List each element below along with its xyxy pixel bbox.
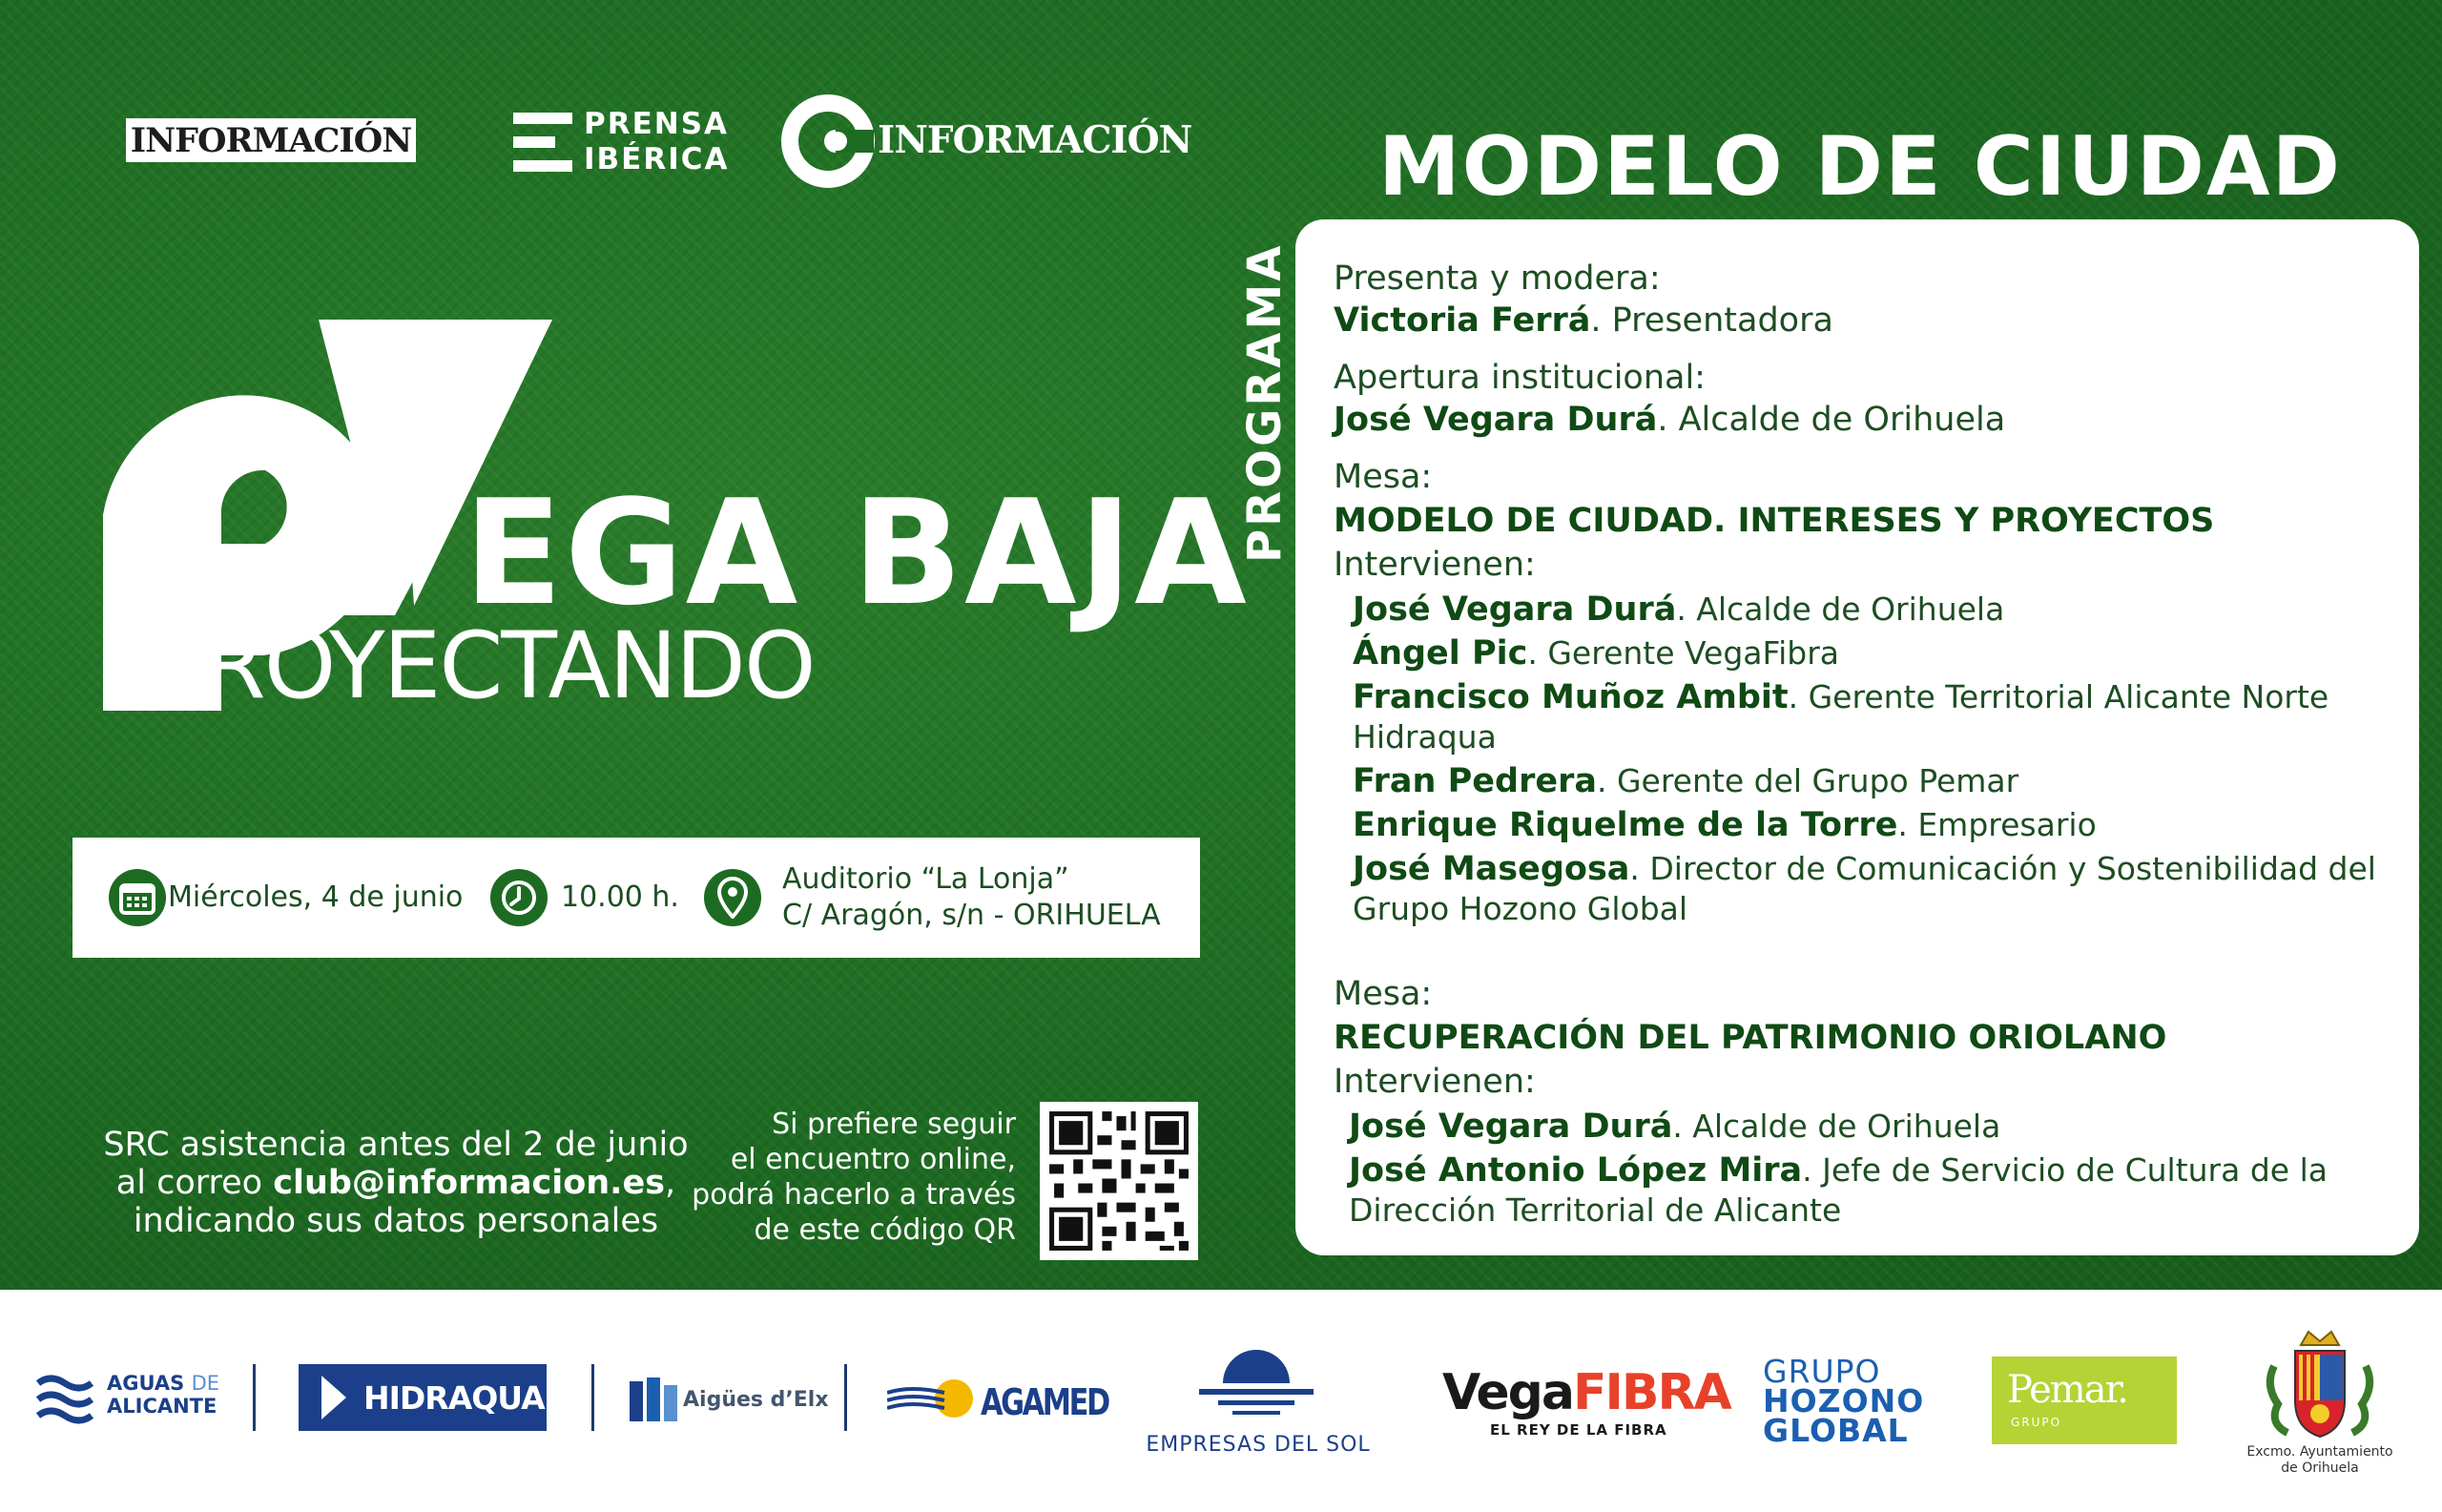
mesa1-speaker xyxy=(1353,677,2328,717)
speaker-name: José Vegara Durá xyxy=(1353,590,1677,629)
rsvp-suffix: , xyxy=(665,1164,676,1202)
divider xyxy=(591,1364,594,1431)
location-pin-icon xyxy=(704,869,761,926)
mesa1-speaker xyxy=(1353,633,1839,673)
informacion-logo-2: INFORMACIÓN xyxy=(878,118,1192,162)
mesa2-speaker xyxy=(1349,1150,2328,1191)
speaker-role: . Gerente VegaFibra xyxy=(1527,634,1839,672)
apertura-role: . Alcalde de Orihuela xyxy=(1657,401,2006,439)
alicante-label: ALICANTE xyxy=(107,1395,217,1418)
speaker-name: Francisco Muñoz Ambit xyxy=(1353,678,1789,716)
speaker-role: . Gerente Territorial Alicante Norte xyxy=(1788,678,2329,715)
hozono-grupo-label: GRUPO xyxy=(1763,1353,1881,1390)
vega-baja-title: EGA BAJA xyxy=(464,468,1249,637)
aguas-de-alicante-waves-icon xyxy=(36,1374,93,1425)
orihuela-coat-of-arms-icon xyxy=(2265,1328,2375,1440)
program-title: MODELO DE CIUDAD xyxy=(1378,119,2342,215)
program-card xyxy=(1295,219,2419,1255)
speaker-name: José Antonio López Mira xyxy=(1349,1151,1803,1190)
mesa2-speaker xyxy=(1349,1107,2000,1147)
speaker-name: José Vegara Durá xyxy=(1349,1108,1673,1146)
mesa2-title: RECUPERACIÓN DEL PATRIMONIO ORIOLANO xyxy=(1334,1019,2167,1057)
mesa1-intervienen: Intervienen: xyxy=(1334,546,1536,584)
orihuela-ayuntamiento-logo xyxy=(2228,1444,2411,1477)
fibra-label: FIBRA xyxy=(1572,1364,1730,1421)
event-time: 10.00 h. xyxy=(561,880,679,914)
mesa1-title: MODELO DE CIUDAD. INTERESES Y PROYECTOS xyxy=(1334,502,2215,540)
mesa2-intervienen: Intervienen: xyxy=(1334,1063,1536,1101)
prensa-iberica-logo xyxy=(584,107,730,177)
hidraqua-logo xyxy=(299,1364,547,1431)
speaker-name: Fran Pedrera xyxy=(1353,762,1597,800)
apertura-label: Apertura institucional: xyxy=(1334,359,1706,397)
speaker-name: Enrique Riquelme de la Torre xyxy=(1353,806,1898,844)
agamed-sun-icon xyxy=(887,1376,983,1421)
iberica-label: IBÉRICA xyxy=(584,142,730,176)
rsvp-line-3: indicando sus datos personales xyxy=(133,1202,659,1240)
apertura-line xyxy=(1334,399,2005,441)
speaker-role-continued: Hidraqua xyxy=(1353,718,1497,756)
hozono-global-label: GLOBAL xyxy=(1763,1412,1909,1449)
empresas-del-sol-icon xyxy=(1194,1345,1318,1425)
speaker-role: . Director de Comunicación y Sostenibilidad del xyxy=(1629,850,2376,887)
speaker-role: . Alcalde de Orihuela xyxy=(1676,590,2005,628)
hidraqua-arrow-icon xyxy=(321,1376,346,1419)
ayto-line-2: de Orihuela xyxy=(2281,1460,2359,1476)
speaker-role-continued: Dirección Territorial de Alicante xyxy=(1349,1191,1842,1229)
speaker-role: . Jefe de Servicio de Cultura de la xyxy=(1802,1151,2328,1189)
informacion-c-logo-icon xyxy=(780,93,876,189)
calendar-icon xyxy=(109,869,166,926)
aguas-de-alicante-logo xyxy=(107,1372,219,1418)
hozono-label: HOZONO xyxy=(1763,1382,1925,1419)
online-line-1: Si prefiere seguir xyxy=(772,1108,1016,1141)
aigues-elx-logo: Aigües d’Elx xyxy=(683,1388,829,1412)
rsvp-email-link[interactable]: club@informacion.es xyxy=(273,1164,666,1202)
online-text xyxy=(668,1107,1016,1248)
aguas-de-label: DE xyxy=(191,1372,220,1395)
event-info-bar xyxy=(72,838,1200,958)
speaker-name: Ángel Pic xyxy=(1353,634,1528,673)
presenta-name: Victoria Ferrá xyxy=(1334,301,1591,340)
agamed-logo: AGAMED xyxy=(981,1381,1108,1423)
aigues-elx-icon xyxy=(630,1377,677,1421)
aguas-label: AGUAS xyxy=(107,1372,185,1395)
online-line-3: podrá hacerlo a través xyxy=(692,1178,1016,1212)
apertura-name: José Vegara Durá xyxy=(1334,401,1658,439)
presenta-label: Presenta y modera: xyxy=(1334,259,1661,298)
pemar-grupo-label: GRUPO xyxy=(2011,1416,2062,1429)
proyectando-title: ROYECTANDO xyxy=(202,612,815,719)
event-venue: Auditorio “La Lonja” xyxy=(782,862,1069,896)
hidraqua-label: HIDRAQUA xyxy=(363,1379,545,1417)
prensa-iberica-mark-icon xyxy=(513,113,572,172)
mesa1-speaker xyxy=(1353,590,2004,630)
mesa1-speaker xyxy=(1353,849,2376,889)
divider xyxy=(844,1364,847,1431)
prensa-label: PRENSA xyxy=(584,107,730,141)
event-address: C/ Aragón, s/n - ORIHUELA xyxy=(782,899,1161,932)
informacion-logo: INFORMACIÓN xyxy=(126,118,416,162)
pemar-label: Pemar. xyxy=(2007,1368,2128,1412)
sponsors-footer xyxy=(0,1290,2442,1512)
event-date: Miércoles, 4 de junio xyxy=(168,880,464,914)
vegafibra-logo xyxy=(1442,1366,1730,1419)
programa-vertical-label: PROGRAMA xyxy=(1238,242,1292,563)
rsvp-line-1: SRC asistencia antes del 2 de junio xyxy=(103,1126,689,1164)
qr-code-icon[interactable] xyxy=(1040,1102,1198,1260)
speaker-role: . Alcalde de Orihuela xyxy=(1672,1108,2001,1145)
empresas-del-sol-logo: EMPRESAS DEL SOL xyxy=(1146,1433,1371,1457)
rsvp-line-2 xyxy=(38,1164,754,1202)
pemar-logo xyxy=(1992,1357,2177,1444)
speaker-role: . Gerente del Grupo Pemar xyxy=(1596,762,2019,799)
divider xyxy=(253,1364,256,1431)
mesa2-label: Mesa: xyxy=(1334,975,1433,1013)
online-line-4: de este código QR xyxy=(754,1213,1016,1247)
mesa1-speaker xyxy=(1353,805,2097,845)
mesa1-speaker xyxy=(1353,761,2018,801)
presenta-line xyxy=(1334,300,1833,342)
ayto-line-1: Excmo. Ayuntamiento xyxy=(2246,1444,2393,1460)
speaker-role-continued: Grupo Hozono Global xyxy=(1353,890,1688,927)
clock-icon xyxy=(490,869,548,926)
vegafibra-tagline: EL REY DE LA FIBRA xyxy=(1490,1421,1667,1439)
rsvp-prefix: al correo xyxy=(115,1164,274,1202)
hozono-logo xyxy=(1763,1353,1925,1449)
vega-label: Vega xyxy=(1442,1364,1573,1421)
speaker-role: . Empresario xyxy=(1897,806,2097,843)
speaker-name: José Masegosa xyxy=(1353,850,1630,888)
rsvp-text xyxy=(38,1126,754,1240)
online-line-2: el encuentro online, xyxy=(730,1143,1016,1176)
presenta-role: . Presentadora xyxy=(1590,301,1833,340)
mesa1-label: Mesa: xyxy=(1334,458,1433,496)
